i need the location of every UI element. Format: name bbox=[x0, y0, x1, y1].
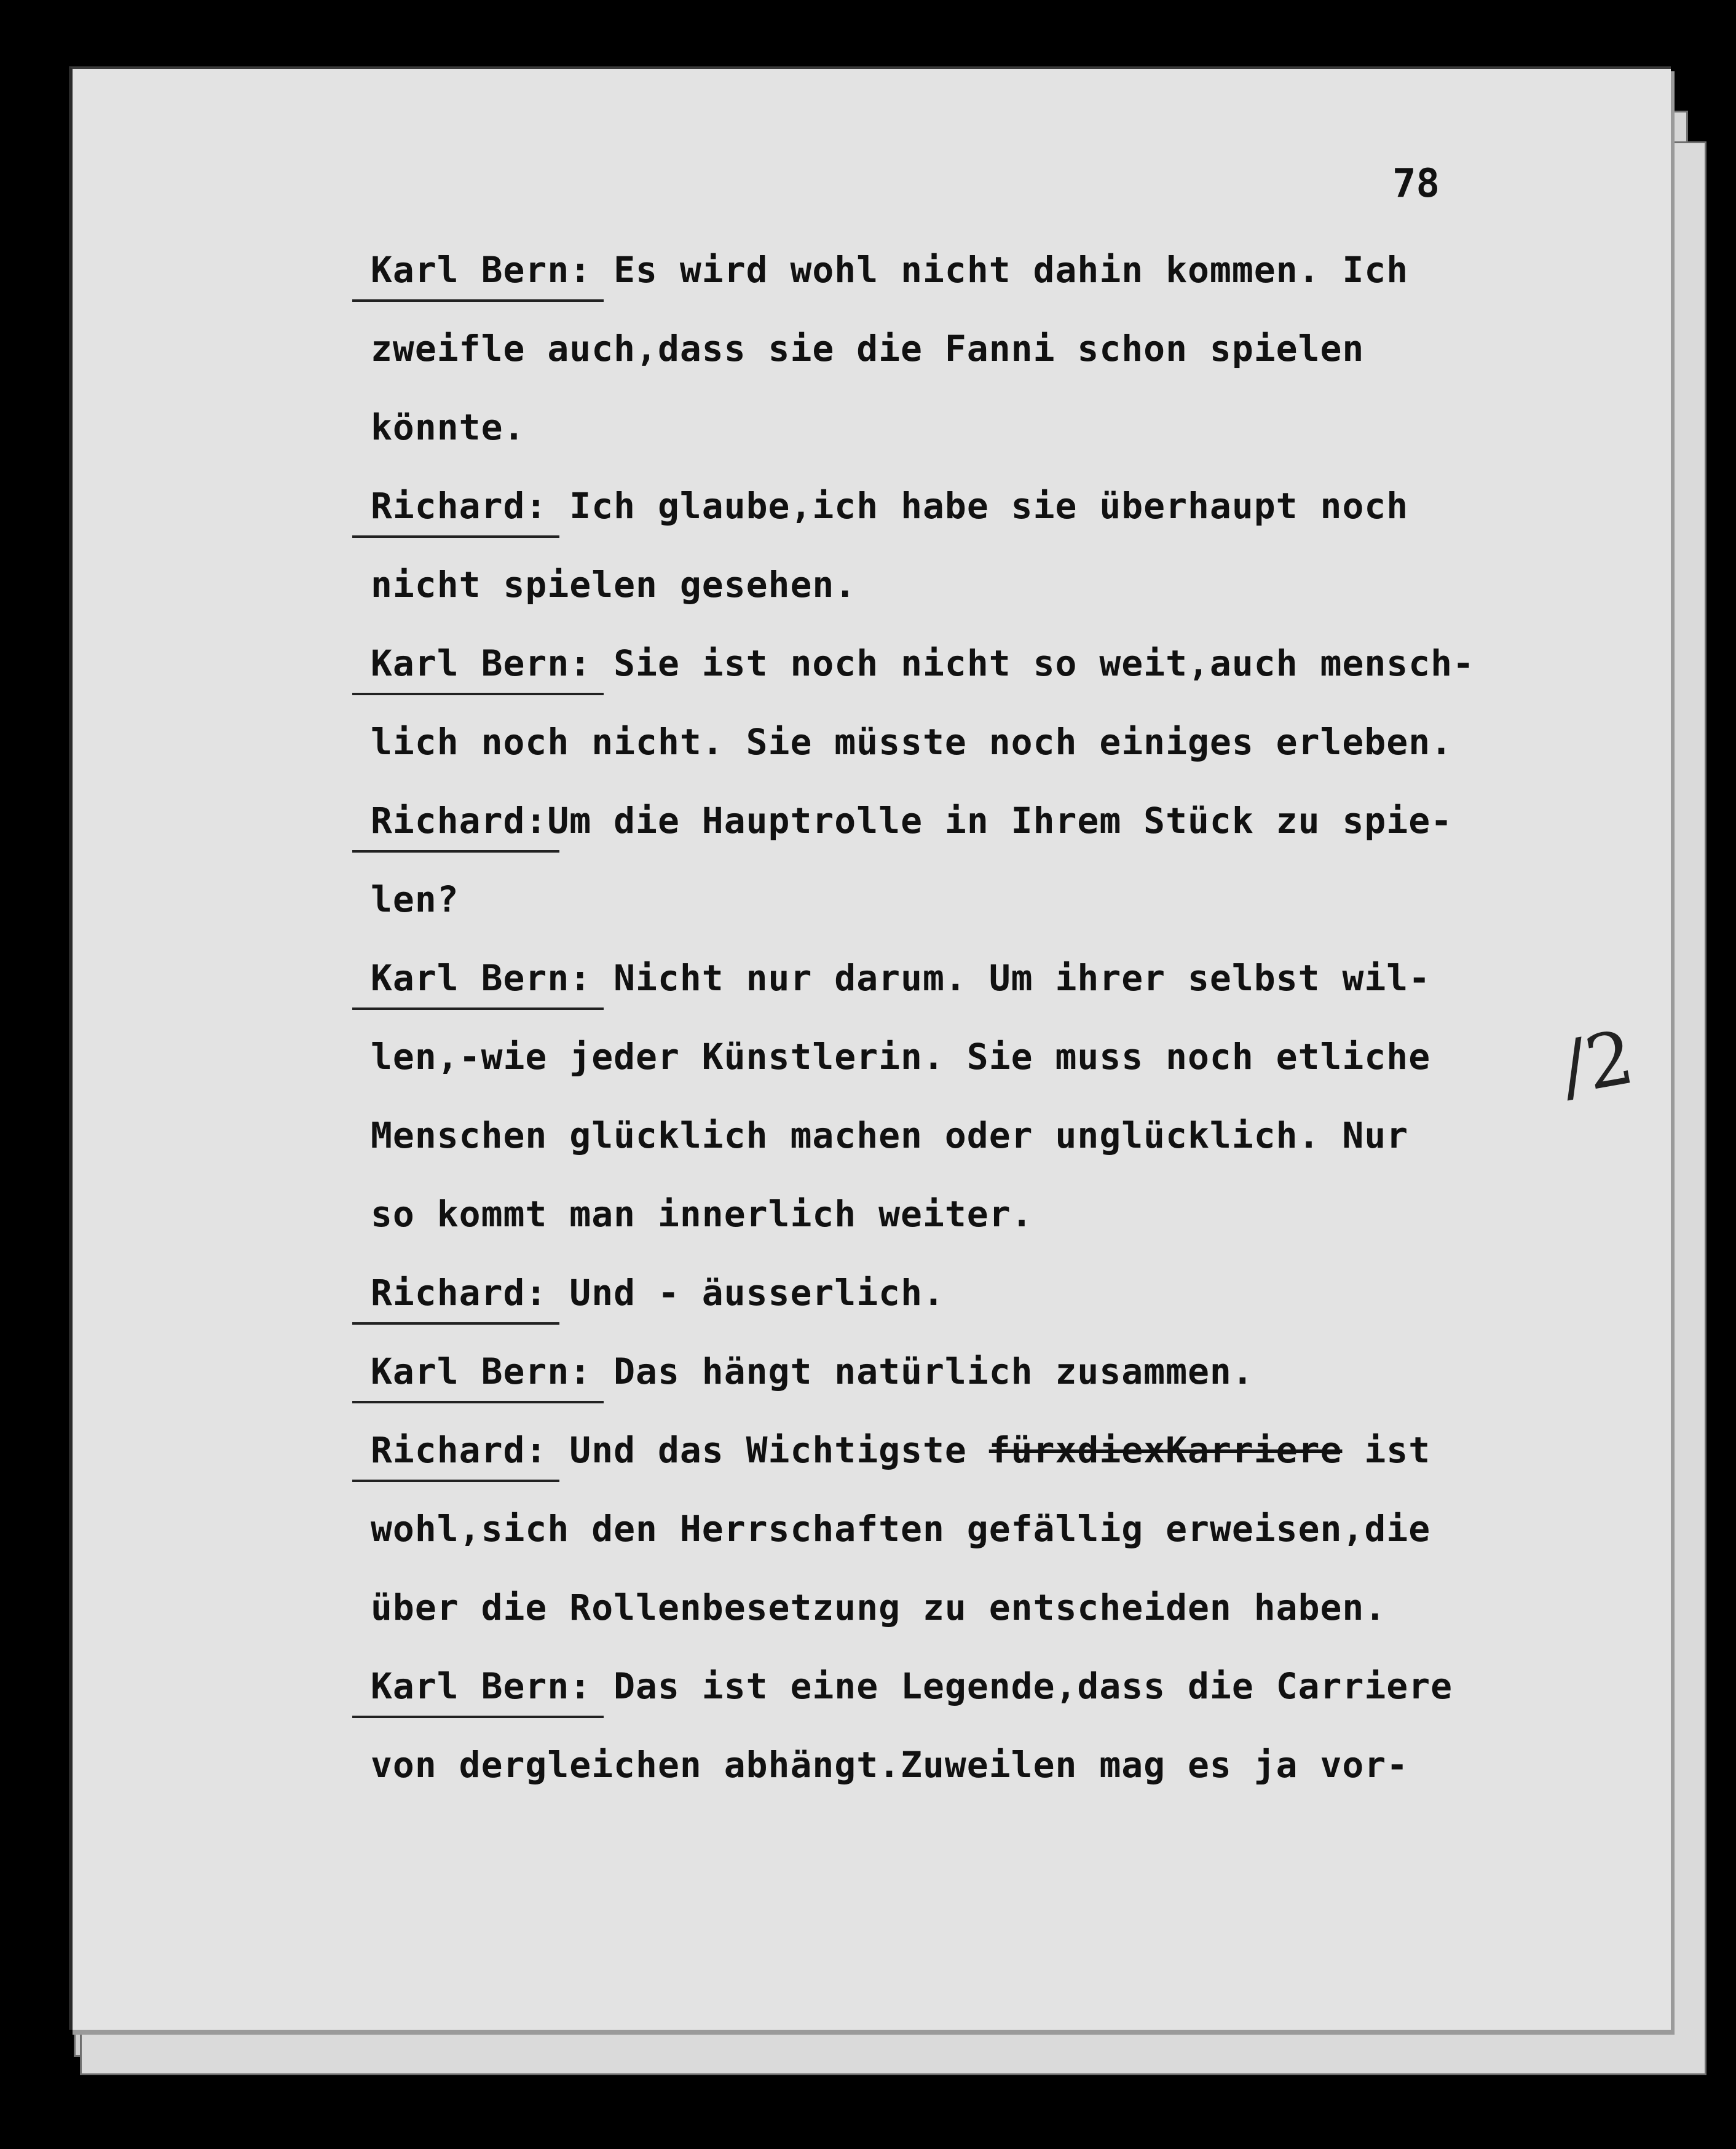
line-text: Und - äusserlich. bbox=[547, 1272, 945, 1314]
dialogue-line bbox=[371, 1647, 1600, 1725]
speaker-name: Richard: bbox=[371, 800, 548, 842]
speaker-name: Karl Bern: bbox=[371, 1351, 592, 1392]
dialogue-line bbox=[371, 860, 1600, 939]
dialogue-line bbox=[371, 1017, 1600, 1096]
dialogue-line bbox=[371, 1725, 1600, 1804]
dialogue-line bbox=[371, 388, 1600, 467]
dialogue-line bbox=[371, 545, 1600, 624]
line-text: Nicht nur darum. Um ihrer selbst wil- bbox=[591, 957, 1431, 999]
line-text: Das hängt natürlich zusammen. bbox=[591, 1351, 1254, 1392]
line-text: Menschen glücklich machen oder unglücklich. Nur bbox=[371, 1114, 1409, 1156]
handwritten-margin-note: /2 bbox=[1554, 1014, 1640, 1112]
dialogue-line bbox=[371, 231, 1600, 309]
speaker-name: Karl Bern: bbox=[371, 249, 592, 291]
dialogue-line bbox=[371, 467, 1600, 545]
dialogue-line bbox=[371, 781, 1600, 860]
line-text: Das ist eine Legende,dass die Carriere bbox=[591, 1665, 1453, 1707]
line-text: len,-wie jeder Künstlerin. Sie muss noch etliche bbox=[371, 1036, 1431, 1078]
line-text: zweifle auch,dass sie die Fanni schon spielen bbox=[371, 328, 1365, 369]
line-text: so kommt man innerlich weiter. bbox=[371, 1193, 1033, 1235]
line-text: Sie ist noch nicht so weit,auch mensch- bbox=[591, 642, 1475, 684]
line-text: Ich glaube,ich habe sie überhaupt noch bbox=[547, 485, 1409, 527]
line-text: Es wird wohl nicht dahin kommen. Ich bbox=[591, 249, 1409, 291]
page-number: 78 bbox=[1392, 161, 1440, 207]
line-text: nicht spielen gesehen. bbox=[371, 564, 857, 605]
line-text: von dergleichen abhängt.Zuweilen mag es ja vor- bbox=[371, 1744, 1409, 1786]
dialogue-line bbox=[371, 1411, 1600, 1489]
dialogue-line bbox=[371, 309, 1600, 388]
struck-text: fürxdiexKarriere bbox=[988, 1429, 1343, 1471]
dialogue-line bbox=[371, 1253, 1600, 1332]
line-text: könnte. bbox=[371, 406, 526, 448]
line-text: über die Rollenbesetzung zu entscheiden haben. bbox=[371, 1587, 1387, 1628]
dialogue-line bbox=[371, 1096, 1600, 1175]
speaker-name: Karl Bern: bbox=[371, 1665, 592, 1707]
line-text-after: ist bbox=[1342, 1429, 1431, 1471]
line-text: Und das Wichtigste bbox=[547, 1429, 989, 1471]
speaker-name: Karl Bern: bbox=[371, 957, 592, 999]
speaker-name: Richard: bbox=[371, 1272, 548, 1314]
speaker-name: Richard: bbox=[371, 485, 548, 527]
line-text: len? bbox=[371, 878, 459, 920]
dialogue-line bbox=[371, 1489, 1600, 1568]
dialogue-line bbox=[371, 939, 1600, 1017]
dialogue-line bbox=[371, 1568, 1600, 1647]
line-text: Um die Hauptrolle in Ihrem Stück zu spie- bbox=[547, 800, 1453, 842]
dialogue-line bbox=[371, 1175, 1600, 1253]
speaker-name: Karl Bern: bbox=[371, 642, 592, 684]
dialogue-line bbox=[371, 624, 1600, 703]
dialogue-line bbox=[371, 703, 1600, 781]
line-text: lich noch nicht. Sie müsste noch einiges erleben. bbox=[371, 721, 1453, 763]
typed-dialogue bbox=[371, 231, 1600, 1804]
line-text: wohl,sich den Herrschaften gefällig erweisen,die bbox=[371, 1508, 1431, 1550]
dialogue-line bbox=[371, 1332, 1600, 1411]
speaker-name: Richard: bbox=[371, 1429, 548, 1471]
